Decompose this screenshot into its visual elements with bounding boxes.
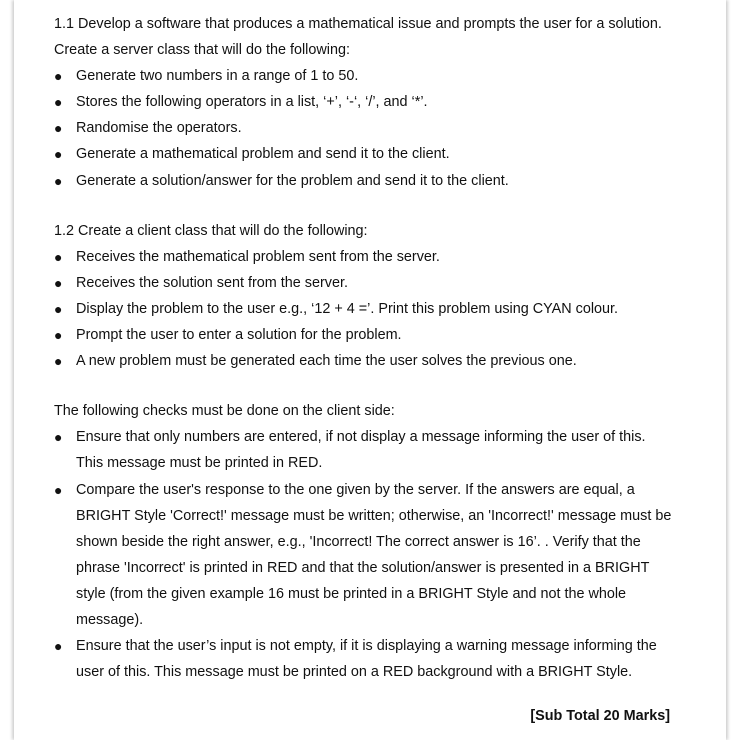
list-item: ● Receives the solution sent from the server.: [54, 270, 704, 296]
section-1-1-intro: Create a server class that will do the following:: [54, 42, 350, 59]
bullet-icon: ●: [54, 274, 63, 291]
server-requirements-list: [54, 63, 704, 193]
bullet-icon: ●: [54, 638, 63, 655]
sub-total-marks: [Sub Total 20 Marks]: [530, 708, 670, 724]
section-spacer: [54, 374, 704, 398]
document-content: [54, 11, 704, 685]
client-checks-heading: The following checks must be done on the client side:: [54, 403, 395, 420]
section-spacer: [54, 194, 704, 218]
bullet-icon: ●: [54, 300, 63, 317]
list-item: ● Randomise the operators.: [54, 115, 704, 141]
list-item: ● Compare the user's response to the one given by the server. If the answers are equal, a BRIGHT Style 'Correct!' message must be written; otherwise, an 'Incorrect!' message must be shown beside the right answer, e.g., 'Incorrect! The correct answer is 16’. . Verify that the phrase 'Incorrect' is printed in RED and that the solution/answer is presented in a BRIGHT style (from the given example 16 must be printed in a BRIGHT Style and not the whole message).: [54, 477, 704, 634]
list-item: ● Ensure that only numbers are entered, if not display a message informing the user of this. This message must be printed in RED.: [54, 424, 704, 476]
bullet-icon: ●: [54, 172, 63, 189]
section-1-1-heading: 1.1 Develop a software that produces a mathematical issue and prompts the user for a solution.: [54, 16, 662, 32]
list-item: ● Ensure that the user’s input is not empty, if it is displaying a warning message informing the user of this. This message must be printed on a RED background with a BRIGHT Style.: [54, 633, 704, 685]
list-item: ● Prompt the user to enter a solution for the problem.: [54, 322, 704, 348]
bullet-icon: ●: [54, 94, 63, 111]
list-item: ● Generate a solution/answer for the problem and send it to the client.: [54, 168, 704, 194]
list-item: ● Generate two numbers in a range of 1 to 50.: [54, 63, 704, 89]
bullet-icon: ●: [54, 146, 63, 163]
client-checks-list: [54, 424, 704, 685]
bullet-icon: ●: [54, 327, 63, 344]
client-requirements-list: [54, 244, 704, 374]
document-page: [14, 0, 726, 740]
bullet-icon: ●: [54, 120, 63, 137]
bullet-icon: ●: [54, 68, 63, 85]
bullet-icon: ●: [54, 353, 63, 370]
list-item: ● Stores the following operators in a list, ‘+’, ‘-‘, ‘/’, and ‘*’.: [54, 89, 704, 115]
list-item: ● Generate a mathematical problem and send it to the client.: [54, 141, 704, 167]
list-item: ● A new problem must be generated each time the user solves the previous one.: [54, 348, 704, 374]
list-item: ● Display the problem to the user e.g., ‘12 + 4 =’. Print this problem using CYAN colour.: [54, 296, 704, 322]
bullet-icon: ●: [54, 481, 63, 498]
list-item: ● Receives the mathematical problem sent from the server.: [54, 244, 704, 270]
section-1-2-heading: 1.2 Create a client class that will do the following:: [54, 222, 368, 239]
bullet-icon: ●: [54, 248, 63, 265]
bullet-icon: ●: [54, 429, 63, 446]
